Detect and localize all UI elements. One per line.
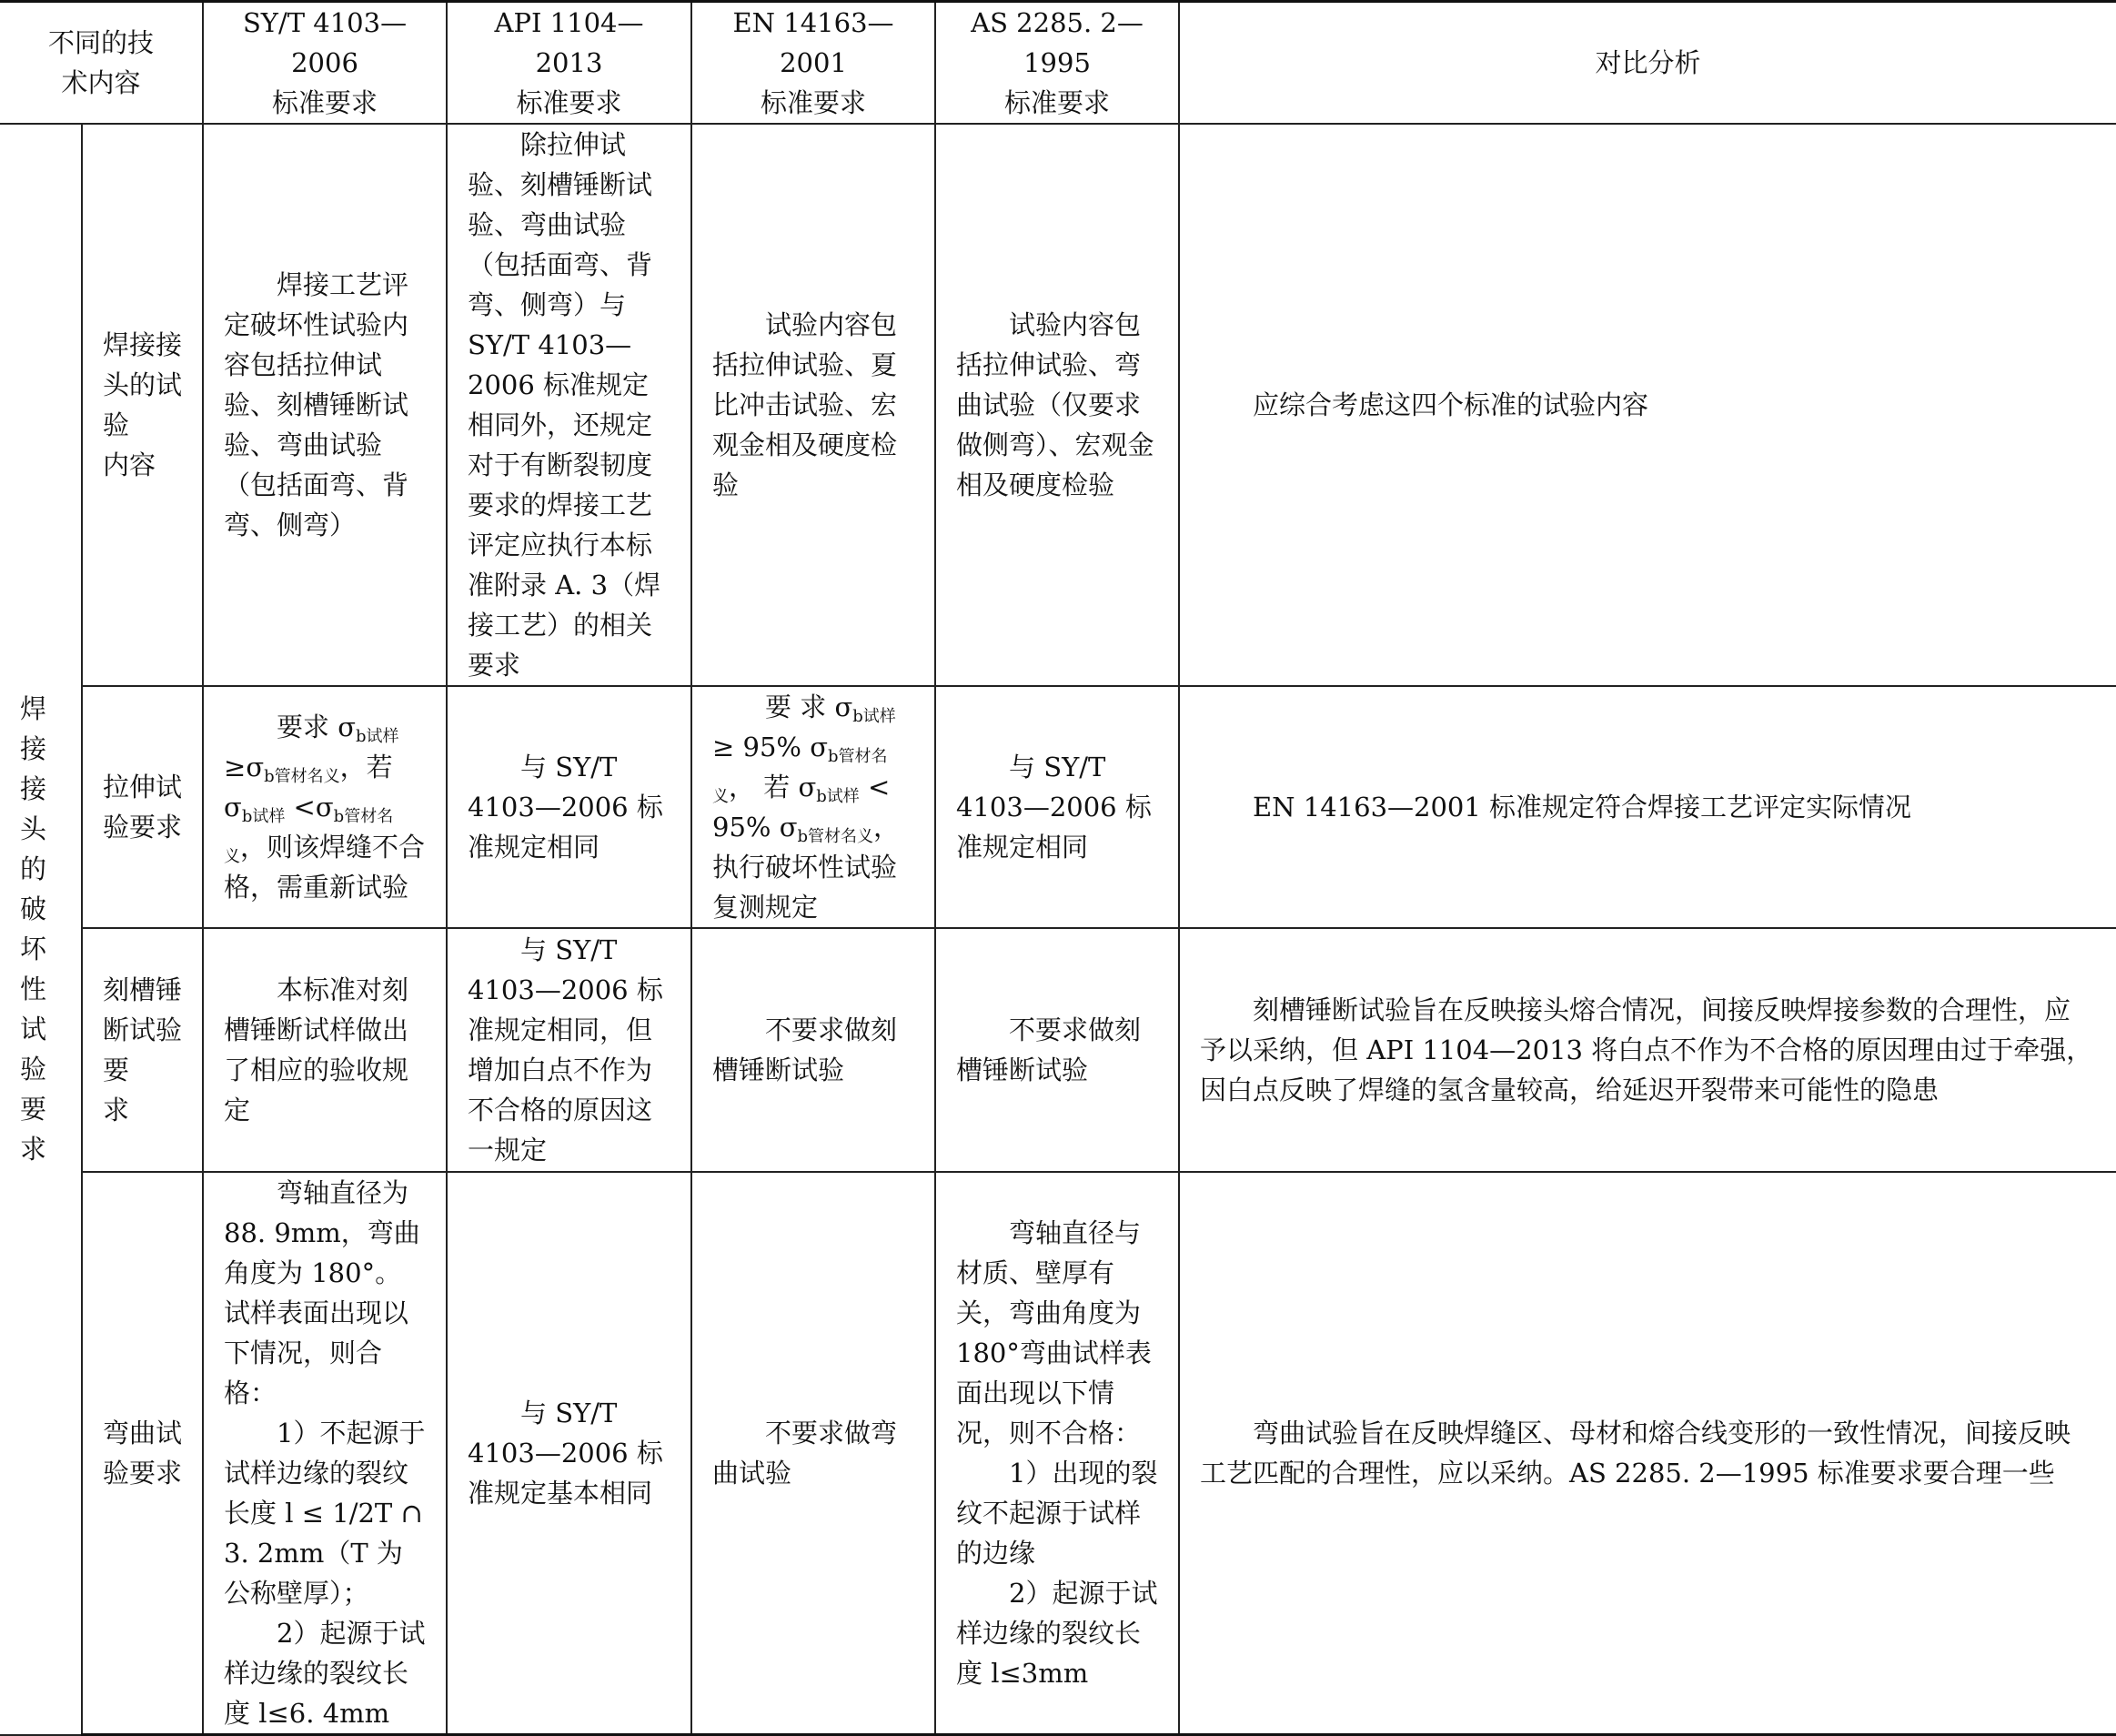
header-en: EN 14163—2001 标准要求 bbox=[691, 2, 935, 125]
header-content: 不同的技 术内容 bbox=[0, 2, 203, 125]
en-cell: 不要求做弯曲试验 bbox=[691, 1172, 935, 1735]
header-as: AS 2285. 2—1995 标准要求 bbox=[935, 2, 1179, 125]
table-row bbox=[0, 928, 2116, 1172]
header-analysis: 对比分析 bbox=[1179, 2, 2116, 125]
api-cell: 除拉伸试验、刻槽锤断试验、弯曲试验（包括面弯、背弯、侧弯）与 SY/T 4103—2006 标准规定相同外，还规定对于有断裂韧度要求的焊接工艺评定应执行本标准附录 A. 3（焊接工艺）的相关要求 bbox=[447, 124, 691, 686]
sy-cell: 本标准对刻槽锤断试样做出了相应的验收规定 bbox=[203, 928, 447, 1172]
item-cell: 焊接接 头的试验 内容 bbox=[82, 124, 203, 686]
item-cell: 拉伸试 验要求 bbox=[82, 686, 203, 928]
en-cell bbox=[691, 686, 935, 928]
as-cell: 弯轴直径与材质、壁厚有关，弯曲角度为 180°弯曲试样表面出现以下情况，则不合格： 1）出现的裂纹不起源于试样的边缘 2）起源于试样边缘的裂纹长度 l≤3mm bbox=[935, 1172, 1179, 1735]
header-row bbox=[0, 2, 2116, 125]
item-cell: 弯曲试 验要求 bbox=[82, 1172, 203, 1735]
table-row bbox=[0, 1172, 2116, 1735]
as-cell: 试验内容包括拉伸试验、弯曲试验（仅要求做侧弯）、宏观金相及硬度检验 bbox=[935, 124, 1179, 686]
analysis-cell: 刻槽锤断试验旨在反映接头熔合情况，间接反映焊接参数的合理性，应予以采纳，但 API 1104—2013 将白点不作为不合格的原因理由过于牵强，因白点反映了焊缝的氢含量较高，给延迟开裂带来可能性的隐患 bbox=[1179, 928, 2116, 1172]
analysis-cell: EN 14163—2001 标准规定符合焊接工艺评定实际情况 bbox=[1179, 686, 2116, 928]
table-row bbox=[0, 686, 2116, 928]
sy-cell: 弯轴直径为 88. 9mm，弯曲角度为 180°。试样表面出现以下情况，则合格： 1）不起源于试样边缘的裂纹长度 l ≤ 1/2T ∩ 3. 2mm（T 为公称壁厚）； 2）起源于试样边缘的裂纹长度 l≤6. 4mm bbox=[203, 1172, 447, 1735]
item-cell: 刻槽锤 断试验要 求 bbox=[82, 928, 203, 1172]
analysis-cell: 应综合考虑这四个标准的试验内容 bbox=[1179, 124, 2116, 686]
sy-cell: 焊接工艺评定破坏性试验内容包括拉伸试验、刻槽锤断试验、弯曲试验（包括面弯、背弯、侧弯） bbox=[203, 124, 447, 686]
as-cell: 不要求做刻槽锤断试验 bbox=[935, 928, 1179, 1172]
api-cell: 与 SY/T 4103—2006 标准规定基本相同 bbox=[447, 1172, 691, 1735]
tensile-formula-sy: 要求 $\sigma_{b试样} \ge\sigma_{b管材名义}$，若 $\sigma_{b试样} <\sigma_{b管材名义}$，则该焊缝不合格，需重新试验 bbox=[224, 712, 426, 903]
sy-cell bbox=[203, 686, 447, 928]
table-row bbox=[0, 124, 2116, 686]
tensile-formula-en: 要 求 $\sigma_{b试样} \ge 95\%$ $\sigma_{b管材名义}$， 若 $\sigma_{b试样} < 95\%$ $\sigma_{b管材名义}$，执行破坏性试验复测规定 bbox=[712, 691, 901, 923]
en-cell: 不要求做刻槽锤断试验 bbox=[691, 928, 935, 1172]
api-cell: 与 SY/T 4103—2006 标准规定相同，但增加白点不作为不合格的原因这一规定 bbox=[447, 928, 691, 1172]
en-cell: 试验内容包括拉伸试验、夏比冲击试验、宏观金相及硬度检验 bbox=[691, 124, 935, 686]
api-cell: 与 SY/T 4103—2006 标准规定相同 bbox=[447, 686, 691, 928]
header-api: API 1104—2013 标准要求 bbox=[447, 2, 691, 125]
header-sy: SY/T 4103—2006 标准要求 bbox=[203, 2, 447, 125]
as-cell: 与 SY/T 4103—2006 标准规定相同 bbox=[935, 686, 1179, 928]
category-cell: 焊接接 头的破 坏性试 验要求 bbox=[0, 124, 82, 1735]
analysis-cell: 弯曲试验旨在反映焊缝区、母材和熔合线变形的一致性情况，间接反映工艺匹配的合理性，应以采纳。AS 2285. 2—1995 标准要求要合理一些 bbox=[1179, 1172, 2116, 1735]
